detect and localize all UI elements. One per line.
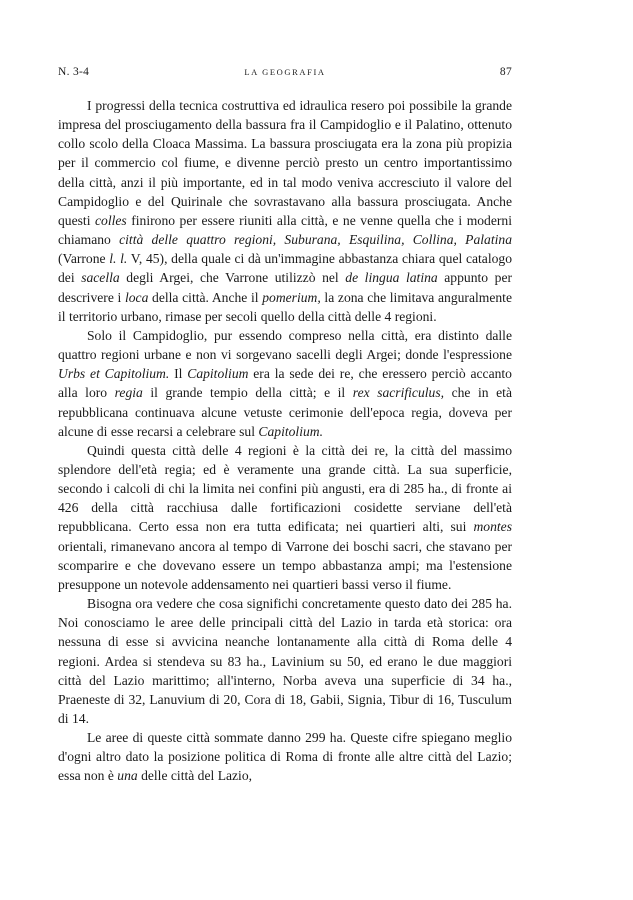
italic-text-run: una [117, 768, 138, 784]
italic-text-run: sacella [81, 270, 120, 286]
text-run: Solo il Campidoglio, pur essendo compreso nella città, era distinto dalle quattro regioni urbane e non vi sorgevano sacelli degli Argei; donde l'espressione [58, 327, 512, 363]
text-run: Il [169, 366, 188, 382]
body-text [58, 96, 512, 786]
text-run: degli Argei, che Varrone utilizzò nel [119, 270, 346, 286]
italic-text-run: de lingua latina [345, 270, 438, 286]
text-run: appunto per descrivere i [58, 270, 512, 305]
text-run: delle città del Lazio, [137, 768, 253, 784]
text-run: che in età repubblicana continuava alcune vetuste cerimonie dell'epoca regia, doveva per alcune di esse recarsi a celebrare sul [58, 385, 512, 439]
paragraph [58, 594, 512, 728]
text-run: della città. Anche il [148, 289, 263, 305]
italic-text-run: città delle quattro regioni, Suburana, Esquilina, Collina, Palatina [119, 232, 512, 248]
text-run: era la sede dei re, che eressero perciò accanto alla loro [58, 366, 512, 401]
text-run: Quindi questa città delle 4 regioni è la città dei re, la città del massimo splendore dell'età regia; ed è veramente una grande città. La sua superficie, secondo i calcoli di chi la limita nei confini più angusti, era di 285 ha., di fronte ai 426 della città racchiusa dalle fortificazioni cosidette serviane dell'età repubblicana. Certo essa non era tutta edificata; nei quartieri alti, sui [58, 442, 512, 535]
issue-number: N. 3-4 [58, 66, 90, 78]
italic-text-run: loca [124, 289, 149, 305]
document-page [58, 66, 512, 786]
text-run: finirono per essere riuniti alla città, e ne venne quella che i moderni chiamano [58, 212, 512, 248]
text-run: I progressi della tecnica costruttiva ed idraulica resero poi possibile la grande impresa del prosciugamento della bassura fra il Campidoglio e il Palatino, ottenuto collo scolo della Cloaca Massima. La bassura prosciugata era la zona più propizia per il commercio col fiume, e divenne perciò presto un centro importantissimo della città, anzi il più importante, ed in tal modo veniva accresciuto il valore del Campidoglio e del Quirinale che sovrastavano alla bassura prosciugata. Anche questi [58, 98, 512, 228]
italic-text-run: Urbs et Capitolium. [58, 366, 170, 382]
text-run: V, 45), della quale ci dà un'immagine abbastanza chiara quel catalogo dei [58, 251, 513, 286]
running-head [58, 66, 512, 82]
italic-text-run: montes [473, 519, 512, 535]
paragraph [58, 441, 512, 594]
paragraph [58, 96, 512, 326]
paragraph [58, 728, 512, 785]
italic-text-run: l. l. [109, 251, 128, 267]
italic-text-run: regia [114, 385, 143, 401]
text-run: il grande tempio della città; e il [142, 385, 353, 401]
italic-text-run: Capitolium. [258, 423, 323, 439]
paragraph [58, 326, 512, 441]
text-run: Le aree di queste città sommate danno 299 ha. Queste cifre spiegano meglio d'ogni altro dato la posizione politica di Roma di fronte alle altre città del Lazio; essa non è [58, 730, 512, 784]
journal-title: LA GEOGRAFIA [244, 67, 326, 77]
text-run: (Varrone [58, 251, 110, 267]
text-run: la zona che limitava anguralmente il territorio urbano, rimase per secoli quello della città delle 4 regioni. [58, 289, 512, 324]
italic-text-run: Capitolium [187, 366, 249, 382]
italic-text-run: colles [95, 212, 127, 228]
page-number: 87 [499, 66, 512, 78]
text-run: orientali, rimanevano ancora al tempo di Varrone dei boschi sacri, che stavano per scomparire e che dovevano essere un tempo abbastanza ampi; ma l'estensione presuppone un notevole addensamento nei quartieri bassi verso il fiume. [58, 538, 512, 592]
italic-text-run: rex sacrificulus, [352, 385, 445, 401]
italic-text-run: pomerium, [262, 289, 321, 305]
text-run: Bisogna ora vedere che cosa significhi concretamente questo dato dei 285 ha. Noi conosciamo le aree delle principali città del Lazio in tarda età storica: ora nessuna di esse si avvicina neanche lontanamente alla città di Roma delle 4 regioni. Ardea si stendeva su 83 ha., Lavinium su 50, ed erano le due maggiori città del Lazio marittimo; all'interno, Norba aveva una superficie di 34 ha., Praeneste di 32, Lanuvium di 20, Cora di 18, Gabii, Signia, Tibur di 16, Tusculum di 14. [58, 596, 512, 726]
